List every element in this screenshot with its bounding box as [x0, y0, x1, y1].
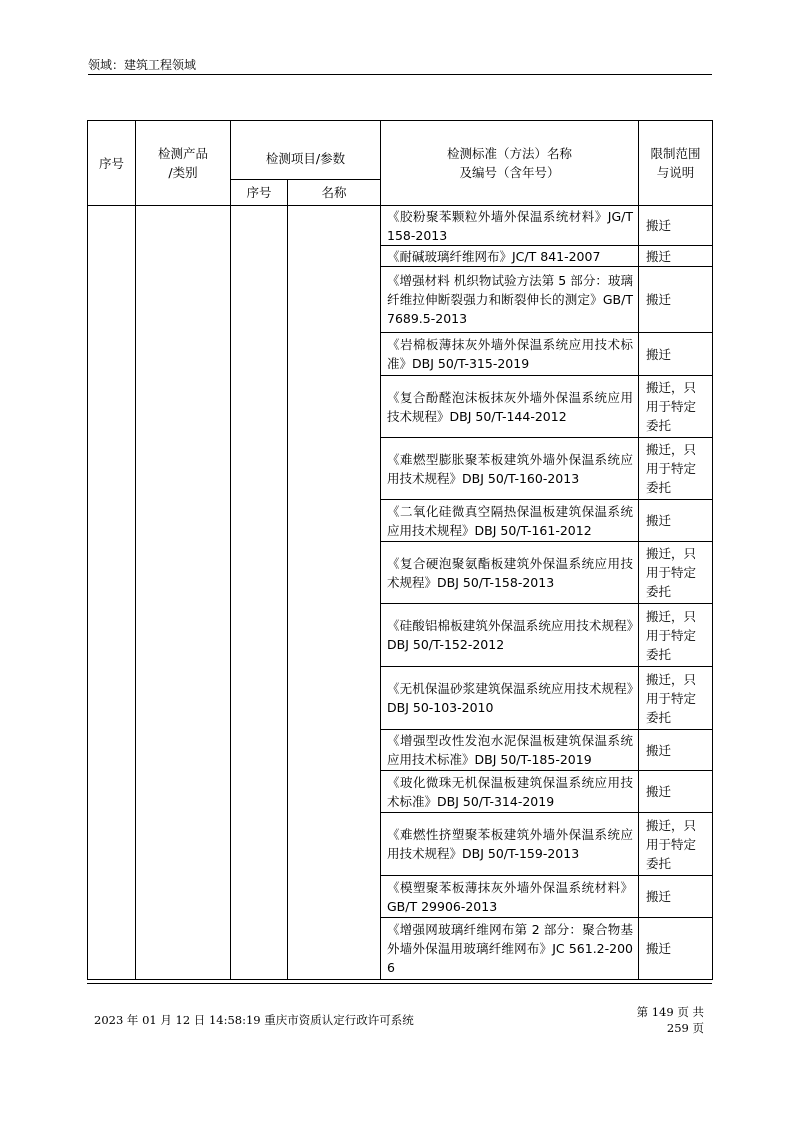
limit-cell: 搬迁 — [639, 918, 713, 980]
table-row — [88, 206, 713, 246]
limit-cell: 搬迁 — [639, 771, 713, 813]
limit-cell: 搬迁 — [639, 730, 713, 771]
standard-cell: 《增强网玻璃纤维网布第 2 部分：聚合物基外墙外保温用玻璃纤维网布》JC 561.2-2006 — [381, 918, 639, 980]
limit-cell: 搬迁 — [639, 333, 713, 376]
standard-cell: 《二氧化硅微真空隔热保温板建筑保温系统应用技术规程》DBJ 50/T-161-2012 — [381, 500, 639, 542]
cell-item-name — [288, 206, 381, 980]
footer-divider — [87, 983, 712, 984]
standard-cell: 《耐碱玻璃纤维网布》JC/T 841-2007 — [381, 246, 639, 267]
page-header-domain: 领域：建筑工程领域 — [88, 57, 712, 75]
footer-timestamp: 2023 年 01 月 12 日 14:58:19 重庆市资质认定行政许可系统 — [94, 1013, 414, 1027]
limit-cell: 搬迁，只用于特定委托 — [639, 376, 713, 438]
limit-cell: 搬迁，只用于特定委托 — [639, 667, 713, 730]
col-header-items: 检测项目/参数 — [231, 121, 381, 180]
limit-cell: 搬迁，只用于特定委托 — [639, 438, 713, 500]
standard-cell: 《无机保温砂浆建筑保温系统应用技术规程》DBJ 50-103-2010 — [381, 667, 639, 730]
limit-cell: 搬迁 — [639, 246, 713, 267]
limit-cell: 搬迁，只用于特定委托 — [639, 542, 713, 604]
footer-page-number: 第 149 页 共 259 页 — [636, 1005, 704, 1035]
standard-cell: 《玻化微珠无机保温板建筑保温系统应用技术标准》DBJ 50/T-314-2019 — [381, 771, 639, 813]
standard-cell: 《难燃性挤塑聚苯板建筑外墙外保温系统应用技术规程》DBJ 50/T-159-2013 — [381, 813, 639, 876]
col-header-limit: 限制范围 与说明 — [639, 121, 713, 206]
col-header-seq: 序号 — [88, 121, 136, 206]
limit-cell: 搬迁，只用于特定委托 — [639, 604, 713, 667]
limit-cell: 搬迁 — [639, 876, 713, 918]
limit-cell: 搬迁，只用于特定委托 — [639, 813, 713, 876]
col-header-product: 检测产品 /类别 — [136, 121, 231, 206]
standards-table — [87, 120, 713, 980]
limit-cell: 搬迁 — [639, 206, 713, 246]
cell-seq — [88, 206, 136, 980]
cell-item-seq — [231, 206, 288, 980]
standard-cell: 《硅酸铝棉板建筑外保温系统应用技术规程》DBJ 50/T-152-2012 — [381, 604, 639, 667]
col-header-standard: 检测标准（方法）名称 及编号（含年号） — [381, 121, 639, 206]
standard-cell: 《胶粉聚苯颗粒外墙外保温系统材料》JG/T 158-2013 — [381, 206, 639, 246]
standard-cell: 《模塑聚苯板薄抹灰外墙外保温系统材料》GB/T 29906-2013 — [381, 876, 639, 918]
limit-cell: 搬迁 — [639, 267, 713, 333]
standard-cell: 《增强型改性发泡水泥保温板建筑保温系统应用技术标准》DBJ 50/T-185-2019 — [381, 730, 639, 771]
standard-cell: 《复合硬泡聚氨酯板建筑外保温系统应用技术规程》DBJ 50/T-158-2013 — [381, 542, 639, 604]
cell-product — [136, 206, 231, 980]
limit-cell: 搬迁 — [639, 500, 713, 542]
col-header-item-seq: 序号 — [231, 180, 288, 206]
col-header-item-name: 名称 — [288, 180, 381, 206]
standard-cell: 《难燃型膨胀聚苯板建筑外墙外保温系统应用技术规程》DBJ 50/T-160-2013 — [381, 438, 639, 500]
standard-cell: 《增强材料 机织物试验方法第 5 部分：玻璃纤维拉伸断裂强力和断裂伸长的测定》GB/T 7689.5-2013 — [381, 267, 639, 333]
standard-cell: 《复合酚醛泡沫板抹灰外墙外保温系统应用技术规程》DBJ 50/T-144-2012 — [381, 376, 639, 438]
standard-cell: 《岩棉板薄抹灰外墙外保温系统应用技术标准》DBJ 50/T-315-2019 — [381, 333, 639, 376]
